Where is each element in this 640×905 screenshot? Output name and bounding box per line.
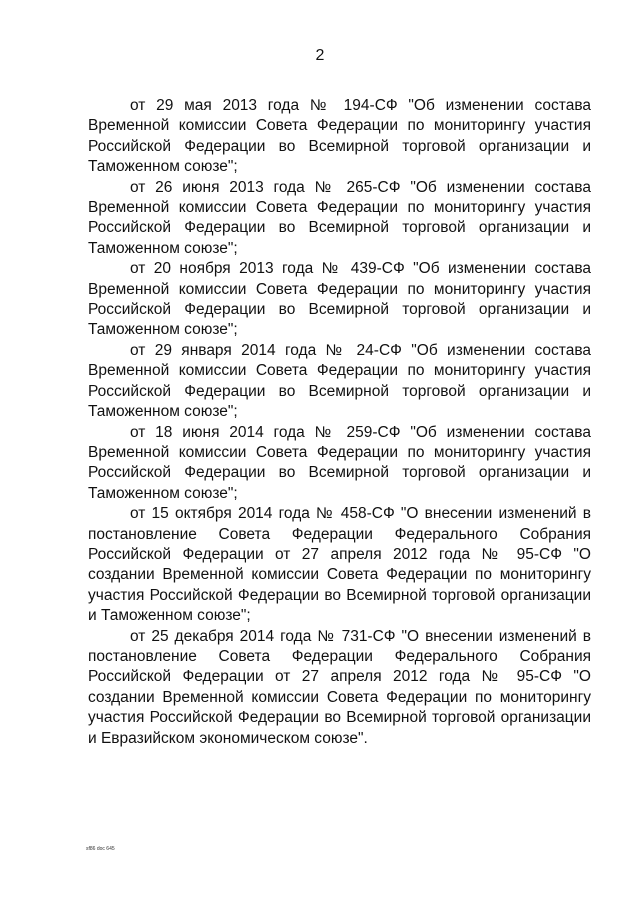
paragraph: от 15 октября 2014 года № 458-СФ "О внесении изменений в постановление Совета Федерации Федерального Собрания Российской Федерации от 27 апреля 2012 года № 95-СФ "О создании Временной комиссии Совета Федерации по мониторингу участия Российской Федерации во Всемирной торговой организации и Таможенном союзе";: [88, 505, 591, 625]
paragraph: от 29 января 2014 года № 24-СФ "Об изменении состава Временной комиссии Совета Федерации по мониторингу участия Российской Федерации во Всемирной торговой организации и Таможенном союзе";: [88, 341, 591, 421]
paragraph: от 18 июня 2014 года № 259-СФ "Об изменении состава Временной комиссии Совета Федерации по мониторингу участия Российской Федерации во Всемирной торговой организации и Таможенном союзе";: [88, 423, 591, 502]
paragraph: от 25 декабря 2014 года № 731-СФ "О внесении изменений в постановление Совета Федерации Федерального Собрания Российской Федерации от 27 апреля 2012 года № 95-СФ "О создании Временной комиссии Совета Федерации по мониторингу участия Российской Федерации во Всемирной торговой организации и Евразийском экономическом союзе".: [88, 627, 591, 747]
document-body: [88, 96, 591, 749]
paragraph: от 20 ноября 2013 года № 439-СФ "Об изменении состава Временной комиссии Совета Федерации по мониторингу участия Российской Федерации во Всемирной торговой организации и Таможенном союзе";: [88, 260, 591, 339]
paragraph: от 26 июня 2013 года № 265-СФ "Об изменении состава Временной комиссии Совета Федерации по мониторингу участия Российской Федерации во Всемирной торговой организации и Таможенном союзе";: [88, 178, 591, 257]
page-number: 2: [315, 47, 325, 64]
footer-file-code: sf86 doc 645: [86, 846, 115, 852]
paragraph: от 29 мая 2013 года № 194-СФ "Об изменении состава Временной комиссии Совета Федерации по мониторингу участия Российской Федерации во Всемирной торговой организации и Таможенном союзе";: [88, 97, 591, 176]
